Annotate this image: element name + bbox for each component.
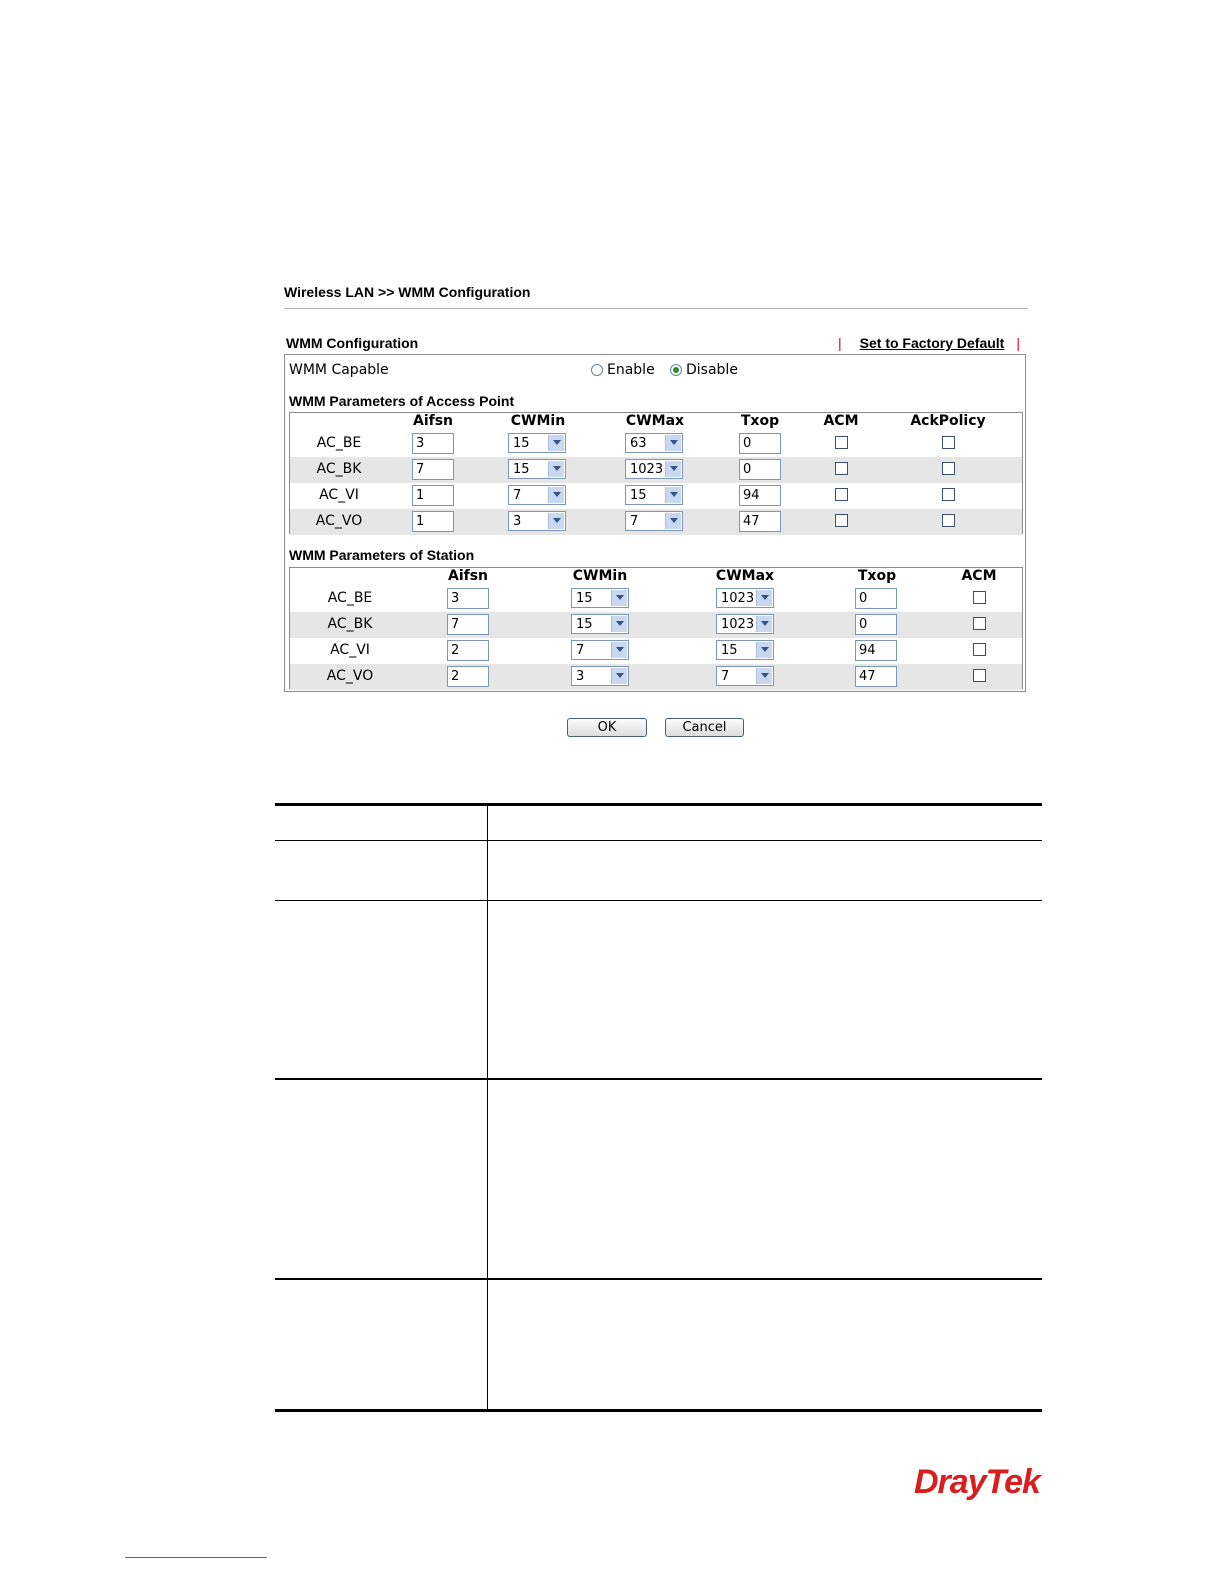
station-params-table [289,567,1023,689]
table-row [290,509,1022,535]
chevron-down-icon [548,487,564,503]
cwmin-value: 7 [513,488,522,503]
chevron-down-icon [665,461,681,477]
breadcrumb: Wireless LAN >> WMM Configuration [284,284,531,300]
row-name: AC_BE [316,435,362,451]
chevron-down-icon [548,461,564,477]
acm-checkbox[interactable] [835,462,848,475]
ap-params-table [289,412,1023,534]
cancel-button[interactable]: Cancel [665,718,744,737]
table-rule [275,900,1042,901]
aifsn-input[interactable]: 2 [447,666,489,687]
table-row [290,638,1022,664]
chevron-down-icon [756,642,772,658]
enable-radio[interactable] [591,364,603,376]
cwmax-select[interactable] [716,614,774,634]
cwmin-value: 15 [513,436,530,451]
cwmin-select[interactable] [508,511,566,531]
chevron-down-icon [756,616,772,632]
table-rule [275,1078,1042,1080]
table-row [290,431,1022,457]
ackpolicy-checkbox[interactable] [942,436,955,449]
table-row [290,457,1022,483]
table-rule [275,1278,1042,1280]
aifsn-input[interactable]: 7 [412,459,454,480]
acm-checkbox[interactable] [835,488,848,501]
aifsn-input[interactable]: 7 [447,614,489,635]
cwmax-value: 1023 [721,617,755,632]
cwmax-value: 15 [630,488,647,503]
chevron-down-icon [548,513,564,529]
chevron-down-icon [611,590,627,606]
cwmin-select[interactable] [571,666,629,686]
aifsn-input[interactable]: 3 [447,588,489,609]
chevron-down-icon [665,487,681,503]
col-header-ackpolicy: AckPolicy [910,413,986,429]
col-header-aifsn: Aifsn [412,413,454,429]
acm-checkbox[interactable] [973,591,986,604]
disable-radio-label: Disable [686,362,738,378]
ok-button[interactable]: OK [567,718,647,737]
txop-input[interactable]: 47 [855,666,897,687]
col-header-cwmin: CWMin [510,413,566,429]
table-bottom-rule [275,1409,1042,1412]
cwmax-select[interactable] [625,485,683,505]
row-name: AC_VO [326,668,374,684]
cwmax-value: 7 [721,669,730,684]
footer-underline [125,1557,267,1558]
cwmax-value: 15 [721,643,738,658]
cwmin-select[interactable] [571,588,629,608]
wmm-capable-label: WMM Capable [289,362,389,378]
aifsn-input[interactable]: 2 [447,640,489,661]
cwmin-value: 7 [576,643,585,658]
separator-right: | [1016,335,1020,351]
txop-input[interactable]: 94 [739,485,781,506]
txop-input[interactable]: 94 [855,640,897,661]
table-row [290,612,1022,638]
ackpolicy-checkbox[interactable] [942,514,955,527]
cwmin-select[interactable] [571,640,629,660]
cwmax-select[interactable] [625,433,683,453]
cwmin-select[interactable] [508,433,566,453]
cwmin-value: 15 [576,591,593,606]
col-header-cwmax: CWMax [625,413,685,429]
txop-input[interactable]: 0 [855,588,897,609]
enable-radio-label: Enable [607,362,655,378]
table-top-rule [275,803,1042,806]
col-header-acm: ACM [823,413,859,429]
table-row [290,586,1022,612]
acm-checkbox[interactable] [973,669,986,682]
chevron-down-icon [611,642,627,658]
col-header-txop: Txop [740,413,780,429]
row-name: AC_VI [319,487,359,503]
acm-checkbox[interactable] [835,514,848,527]
cwmax-select[interactable] [716,666,774,686]
description-table [275,803,1042,1412]
station-params-title: WMM Parameters of Station [289,547,475,563]
col-header-txop: Txop [857,568,897,584]
cwmin-select[interactable] [508,485,566,505]
draytek-logo: DrayTek [914,1463,1040,1501]
ap-params-title: WMM Parameters of Access Point [289,393,515,409]
aifsn-input[interactable]: 1 [412,511,454,532]
separator-left: | [838,335,842,351]
row-name: AC_VO [315,513,363,529]
cwmin-value: 15 [576,617,593,632]
acm-checkbox[interactable] [835,436,848,449]
breadcrumb-divider [284,308,1028,309]
radio-selected-dot [673,367,679,373]
disable-radio[interactable] [670,364,682,376]
col-header-cwmin: CWMin [572,568,628,584]
txop-input[interactable]: 0 [739,433,781,454]
ackpolicy-checkbox[interactable] [942,462,955,475]
cwmin-value: 3 [576,669,585,684]
aifsn-input[interactable]: 3 [412,433,454,454]
chevron-down-icon [611,616,627,632]
acm-checkbox[interactable] [973,617,986,630]
cwmax-select[interactable] [716,640,774,660]
cwmax-value: 63 [630,436,647,451]
chevron-down-icon [548,435,564,451]
txop-input[interactable]: 0 [855,614,897,635]
cwmin-select[interactable] [508,459,566,479]
chevron-down-icon [665,435,681,451]
cwmin-value: 15 [513,462,530,477]
table-row [290,483,1022,509]
row-name: AC_VI [330,642,370,658]
wmm-capable-row [289,361,1024,381]
table-row [290,664,1022,690]
row-name: AC_BK [316,461,362,477]
row-name: AC_BE [327,590,373,606]
cwmax-value: 1023 [630,462,664,477]
row-name: AC_BK [327,616,373,632]
section-title: WMM Configuration [286,335,419,351]
chevron-down-icon [756,590,772,606]
cwmax-value: 1023 [721,591,755,606]
ackpolicy-checkbox[interactable] [942,488,955,501]
cwmin-value: 3 [513,514,522,529]
txop-input[interactable]: 0 [739,459,781,480]
cwmax-select[interactable] [625,459,683,479]
txop-input[interactable]: 47 [739,511,781,532]
chevron-down-icon [665,513,681,529]
cwmin-select[interactable] [571,614,629,634]
chevron-down-icon [611,668,627,684]
table-column-divider [487,803,488,1412]
factory-default-bar [838,335,1020,351]
col-header-acm: ACM [961,568,997,584]
aifsn-input[interactable]: 1 [412,485,454,506]
cwmax-value: 7 [630,514,639,529]
col-header-aifsn: Aifsn [447,568,489,584]
cwmax-select[interactable] [625,511,683,531]
col-header-cwmax: CWMax [715,568,775,584]
set-factory-default-link[interactable]: Set to Factory Default [859,335,1005,351]
acm-checkbox[interactable] [973,643,986,656]
chevron-down-icon [756,668,772,684]
table-rule [275,840,1042,841]
cwmax-select[interactable] [716,588,774,608]
